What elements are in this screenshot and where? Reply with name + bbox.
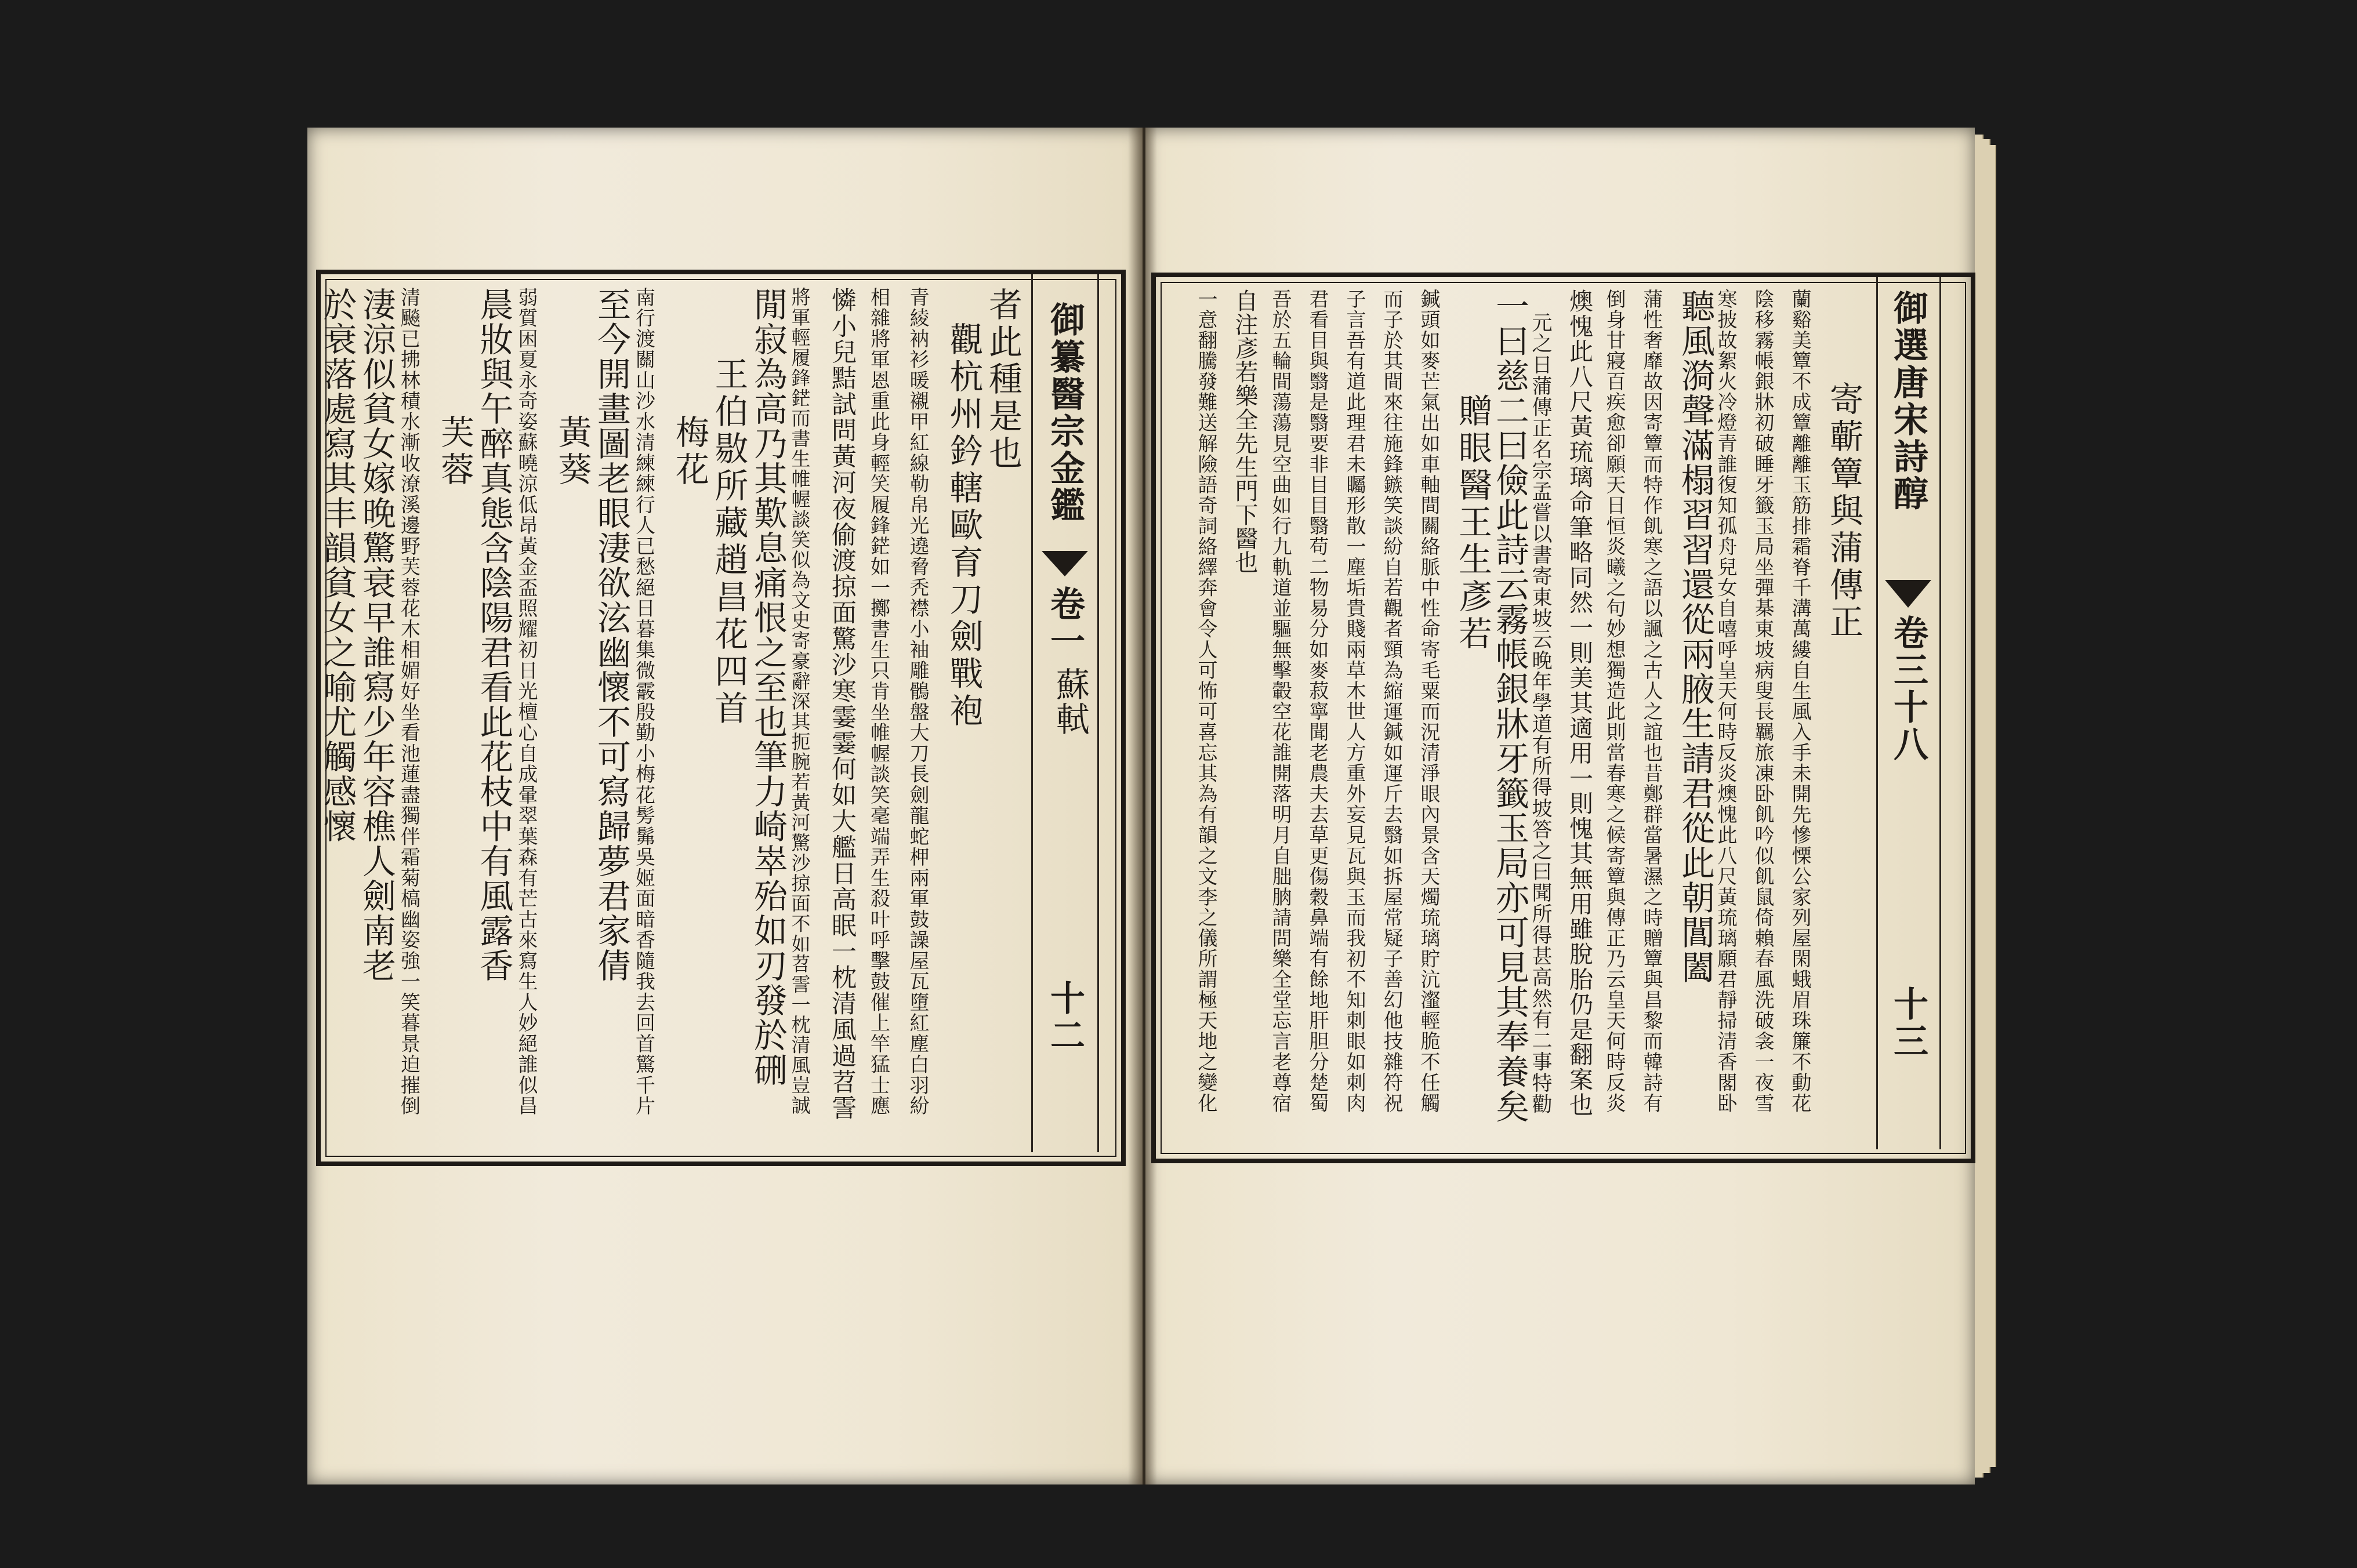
text-column: 倒身甘寢百疾愈卻願天日恒炎曦之句妙想獨造此則當春寒之候寄簟與傳正乃云皇天何時反炎 bbox=[1602, 289, 1626, 1113]
page-edge bbox=[1988, 145, 1996, 1467]
text-column: 聽風漪聲滿榻習習還從兩腋生請君從此朝閶闔 bbox=[1676, 289, 1715, 985]
text-column: 閒寂為高乃其歎息痛恨之至也筆力崎崒殆如刃發於硎 bbox=[748, 287, 788, 1087]
text-column: 相雜將軍恩重此身輕笑履鋒鋩如一擲書生只肯坐帷幄談笑毫端弄生殺叶呼擊鼓催上竿猛士應 bbox=[866, 287, 890, 1116]
text-column: 一曰慈二曰儉此詩云霧帳銀牀牙籤玉局亦可見其奉養矣 bbox=[1490, 289, 1529, 1124]
left-page-number: 十二 bbox=[1045, 980, 1085, 1054]
left-margin-divider bbox=[1097, 274, 1099, 1152]
right-margin-divider bbox=[1939, 277, 1941, 1149]
left-margin-section: 卷一 bbox=[1045, 586, 1085, 660]
text-column: 南行渡關山沙水清練練行人已愁絕日暮集微霰殷勤小梅花髣髴吳姬面暗香隨我去回首驚千片 bbox=[632, 287, 655, 1116]
poem-heading: 寄蘄簟與蒲傳正 bbox=[1824, 382, 1863, 641]
text-column: 淒涼似貧女嫁晚驚衰早誰寫少年容樵人劍南老 bbox=[357, 287, 396, 983]
poem-heading: 贈眼醫王生彥若 bbox=[1453, 393, 1492, 653]
poem-heading: 觀杭州鈐轄歐育刀劍戰袍 bbox=[944, 322, 984, 730]
text-column: 晨妝與午醉真態含陰陽君看此花枝中有風露香 bbox=[474, 287, 514, 983]
text-column: 於衰落處寫其丰韻貧女之喻尤觸感懷 bbox=[317, 287, 357, 844]
text-column: 蘭谿美簟不成簟離離玉筋排霜脊千溝萬縷自生風入手未開先慘慄公家列屋閑蛾眉珠簾不動花 bbox=[1788, 289, 1811, 1113]
poem-heading: 王伯敭所藏趙昌花四首 bbox=[709, 357, 749, 728]
text-column: 吾於五輪間蕩蕩見空曲如行九軌道並驅無擊轂空花誰開落明月自朏朒請問樂全堂忘言老尊宿 bbox=[1268, 289, 1292, 1113]
text-column: 元之日蒲傳正名宗孟嘗以書寄東坡云晚年學道有所得坡答之曰聞所得甚高然有二事特勸 bbox=[1529, 312, 1552, 1115]
text-column: 寒披故絮火冷燈青誰復知孤舟兒女自嘻呼皇天何時反炎燠愧此八尺黃琉璃願君靜掃清香閣卧 bbox=[1714, 289, 1737, 1113]
right-fishtail-mark bbox=[1885, 580, 1931, 608]
right-margin-section: 卷三十八 bbox=[1888, 615, 1928, 763]
text-column: 清飈已拂林積水漸收潦溪邊野芙蓉花木相媚好坐看池蓮盡獨伴霜菊槁幽姿強一笑暮景迫摧倒 bbox=[397, 287, 420, 1116]
right-page-number: 十三 bbox=[1888, 986, 1928, 1060]
text-column: 蒲性奢靡故因寄簟而特作飢寒之語以諷之古人之誼也昔鄭群當暑濕之時贈簟與昌黎而韓詩有 bbox=[1640, 289, 1663, 1113]
text-column: 燠愧此八尺黃琉璃命筆略同然一則美其適用一則愧其無用雖脫胎仍是翻案也 bbox=[1565, 289, 1593, 1117]
text-column: 鍼頭如麥芒氣出如車軸間關絡脈中性命寄毛粟而況清淨眼內景含天燭琉璃貯沆瀣輕脆不任觸 bbox=[1417, 289, 1440, 1113]
text-column: 青綾衲衫暖襯甲紅線勒帛光遶脅秃襟小袖雕鶻盤大刀長劍龍蛇柙兩軍鼓譟屋瓦墮紅塵白羽紛 bbox=[906, 287, 929, 1116]
text-column: 而子於其間來往施鋒鏃笑談紛自若觀者頸為縮運鍼如運斤去翳如拆屋常疑子善幻他技雜符祝 bbox=[1380, 289, 1403, 1113]
text-column: 子言吾有道此理君未矚形散一塵垢貴賤兩草木世人方重外妄見瓦與玉而我初不知刺眼如刺肉 bbox=[1343, 289, 1366, 1113]
annotation-column: 自注彥若樂全先生門下醫也 bbox=[1231, 289, 1258, 574]
left-margin-author: 蘇軾 bbox=[1050, 667, 1090, 736]
left-margin-divider bbox=[1031, 274, 1033, 1152]
right-margin-title: 御選唐宋詩醇 bbox=[1888, 290, 1928, 513]
text-column: 弱質困夏永奇姿蘇曉涼低昂黃金盃照耀初日光檀心自成暈翠葉森有芒古來寫生人妙絕誰似昌 bbox=[514, 287, 538, 1116]
text-column: 憐小兒黠試問黃河夜偷渡掠面驚沙寒霎霎何如大艦日高眠一枕清風過苕霅 bbox=[828, 287, 857, 1121]
poem-heading: 黃葵 bbox=[552, 415, 592, 489]
text-column: 陰移霧帳銀牀初破睡牙籤玉局坐彈棊東坡病叟長羈旅凍卧飢吟似飢鼠倚賴春風洗破衾一夜雪 bbox=[1751, 289, 1774, 1113]
poem-heading: 芙蓉 bbox=[435, 415, 474, 489]
poem-heading: 梅花 bbox=[670, 415, 709, 489]
text-column: 一意翻騰發難送解險語奇詞絡繹奔會令人可怖可喜忘其為有韻之文李之儀所謂極天地之變化 bbox=[1194, 289, 1217, 1113]
poem-heading: 者此種是也 bbox=[983, 287, 1022, 473]
text-column: 將軍輕履鋒鋩而書生帷幄談笑似為文史寄豪辭深其扼腕若黃河驚沙掠面不如苕霅一枕清風豈誠 bbox=[788, 287, 811, 1116]
text-column: 至今開畫圖老眼淒欲泫幽懷不可寫歸夢君家倩 bbox=[592, 287, 631, 983]
left-fishtail-mark bbox=[1042, 551, 1088, 576]
left-margin-title: 御纂醫宗金鑑 bbox=[1045, 302, 1085, 524]
right-margin-divider bbox=[1876, 277, 1878, 1149]
text-column: 君看目與翳是翳要非目目翳苟二物易分如麥菽寧聞老農夫去草更傷穀鼻端有餘地肝胆分楚蜀 bbox=[1306, 289, 1329, 1113]
